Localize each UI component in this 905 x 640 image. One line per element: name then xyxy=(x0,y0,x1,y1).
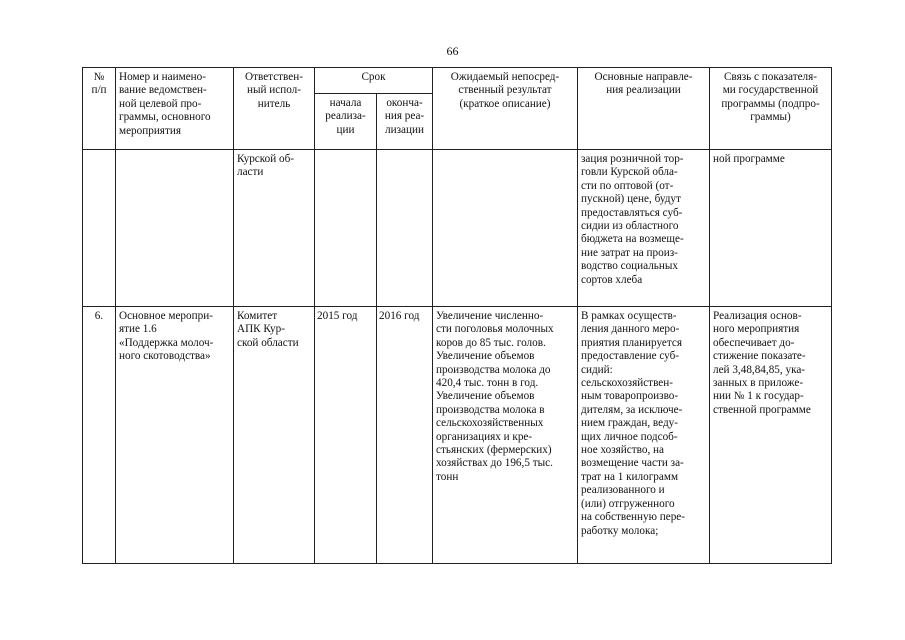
header-directions: Основные направле- ния реализации xyxy=(578,68,710,150)
row-result: Увеличение численно- сти поголовья молочных коров до 85 тыс. голов. Увеличение объемов производства молока до 420,4 тыс. тонн в год. Увеличение объемов производства молока в сельскохозяйственных организациях и кре- стьянских (фермерских) хозяйствах до 196,5 тыс. тонн xyxy=(433,307,578,564)
row-link: Реализация основ- ного мероприятия обеспечивает до- стижение показате- лей 3,48,84,85, ука- занных в приложе- нии № 1 к государ- ственной программе xyxy=(710,307,832,564)
row-end: 2016 год xyxy=(377,307,433,564)
row-result xyxy=(433,150,578,307)
row-start xyxy=(315,150,377,307)
row-responsible: Курской об- ласти xyxy=(234,150,315,307)
row-num xyxy=(83,150,116,307)
row-responsible: Комитет АПК Кур- ской области xyxy=(234,307,315,564)
row-directions: зация розничной тор- говли Курской обла- сти по оптовой (от- пускной) цене, будут предоставляться суб- сидии из областного бюджета на возмеще- ние затрат на произ- водство социальных сортов хлеба xyxy=(578,150,710,307)
page-number: 66 xyxy=(446,44,459,58)
header-result: Ожидаемый непосред- ственный результат (краткое описание) xyxy=(433,68,578,150)
program-table xyxy=(82,67,832,564)
header-start: начала реализа- ции xyxy=(315,94,377,150)
header-term: Срок xyxy=(315,68,433,94)
header-name: Номер и наимено- вание ведомствен- ной целевой про- граммы, основного мероприятия xyxy=(116,68,234,150)
header-num: № п/п xyxy=(83,68,116,150)
row-num: 6. xyxy=(83,307,116,564)
row-start: 2015 год xyxy=(315,307,377,564)
header-end: оконча- ния реа- лизации xyxy=(377,94,433,150)
header-link: Связь с показателя- ми государственной программы (подпро- граммы) xyxy=(710,68,832,150)
table-row xyxy=(83,150,832,307)
row-end xyxy=(377,150,433,307)
header-responsible: Ответствен- ный испол- нитель xyxy=(234,68,315,150)
table-row xyxy=(83,307,832,564)
row-name: Основное меропри- ятие 1.6 «Поддержка молоч- ного скотоводства» xyxy=(116,307,234,564)
header-row-1 xyxy=(83,68,832,94)
row-name xyxy=(116,150,234,307)
row-directions: В рамках осуществ- ления данного меро- приятия планируется предоставление суб- сидий: сельскохозяйствен- ным товаропроизво- дителям, за исключе- нием граждан, веду- щих личное подсоб- ное хозяйство, на возмещение части за- трат на 1 килограмм реализованного и (или) отгруженного на собственную пере- работку молока; xyxy=(578,307,710,564)
row-link: ной программе xyxy=(710,150,832,307)
